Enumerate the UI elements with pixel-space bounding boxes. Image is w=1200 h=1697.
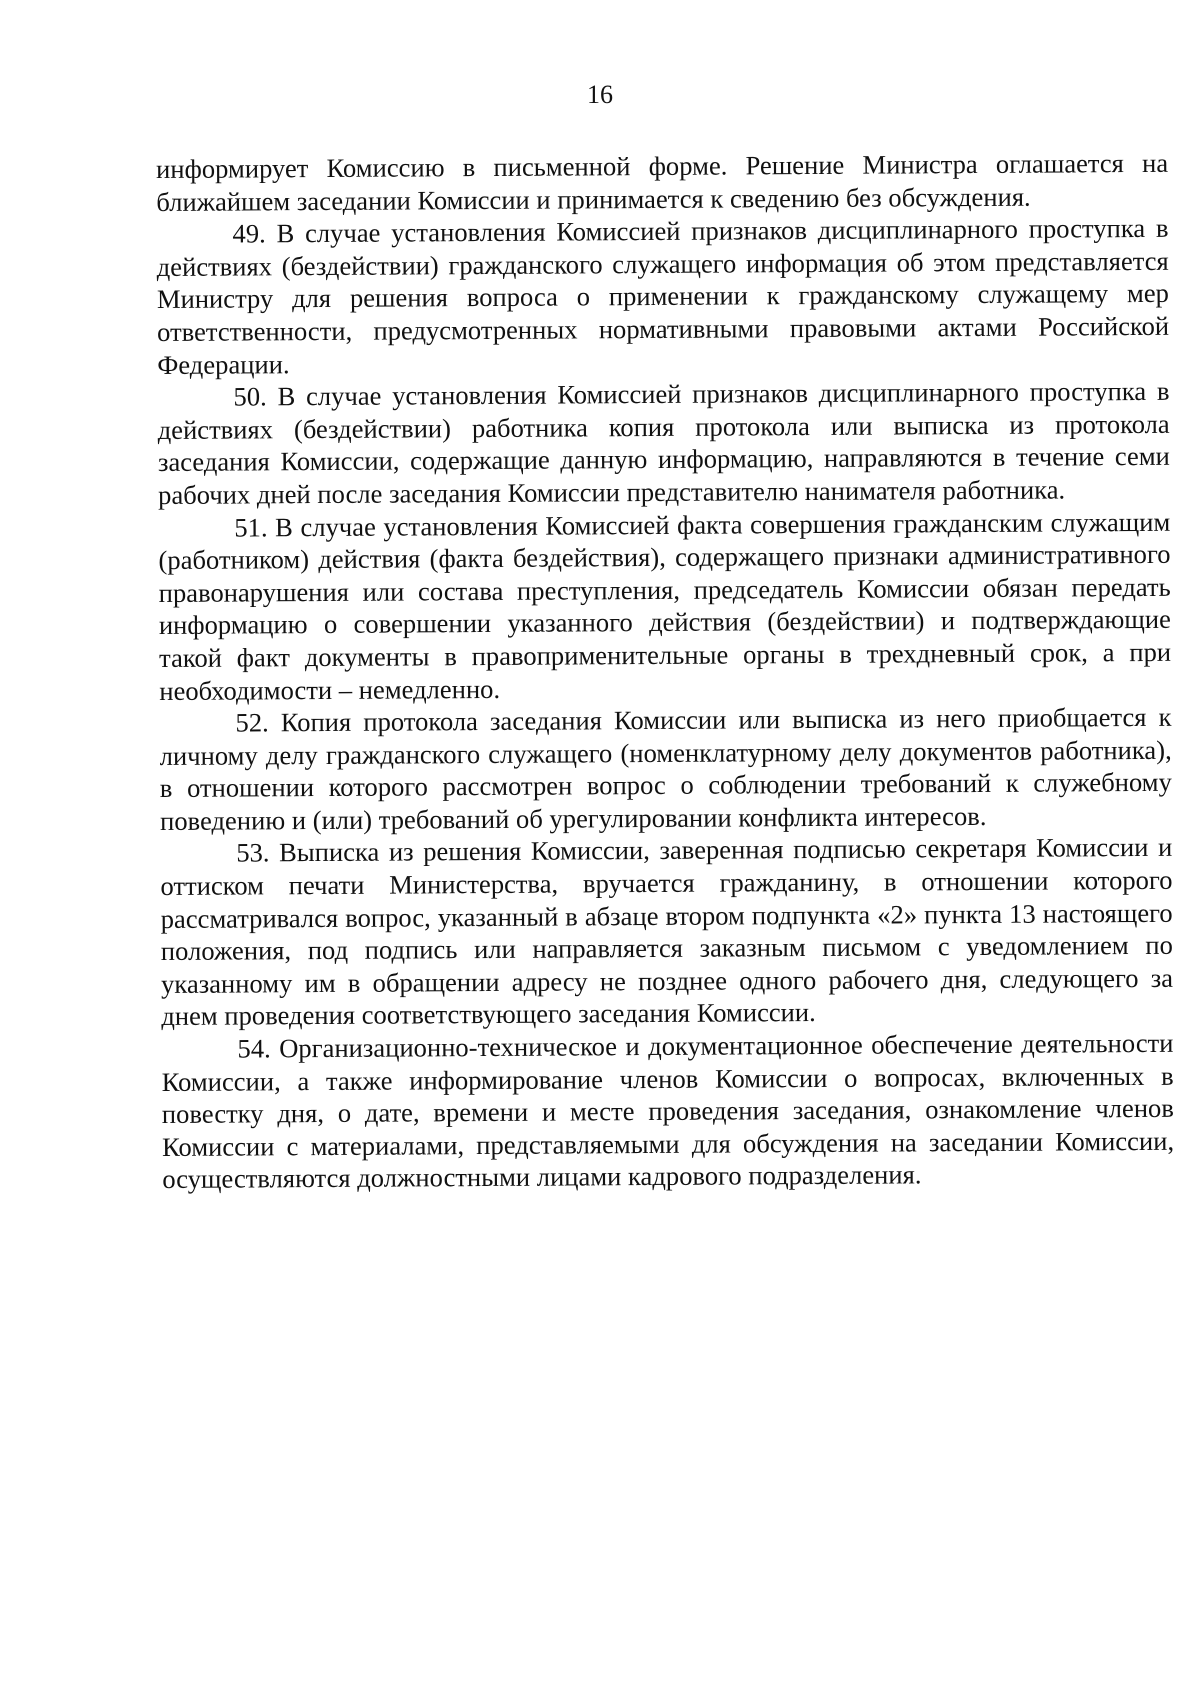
document-body xyxy=(156,147,1174,1196)
page-number: 16 xyxy=(587,80,613,109)
paragraph-54: 54. Организационно-техническое и документационное обеспечение деятельности Комиссии, а также информирование членов Комиссии о вопросах, включенных в повестку дня, о дате, времени и месте проведения заседания, ознакомление членов Комиссии с материалами, представляемыми для обсуждения на заседании Комиссии, осуществляются должностными лицами кадрового подразделения. xyxy=(161,1027,1175,1195)
paragraph-52: 52. Копия протокола заседания Комиссии или выписка из него приобщается к личному делу гражданского служащего (номенклатурному делу документов работника), в отношении которого рассмотрен вопрос о соблюдении требований к служебному поведению и (или) требований об урегулировании конфликта интересов. xyxy=(159,701,1172,836)
paragraph-51: 51. В случае установления Комиссией факта совершения гражданским служащим (работником) действия (факта бездействия), содержащего признаки административного правонарушения или состава преступления, председатель Комиссии обязан передать информацию о совершении указанного действия (бездействии) и подтверждающие такой факт документы в правоприменительные органы в трехдневный срок, а при необходимости – немедленно. xyxy=(158,506,1172,706)
paragraph-53: 53. Выписка из решения Комиссии, заверенная подписью секретаря Комиссии и оттиском печати Министерства, вручается гражданину, в отношении которого рассматривался вопрос, указанный в абзаце втором подпункта «2» пункта 13 настоящего положения, под подпись или направляется заказным письмом с уведомлением по указанному им в обращении адресу не позднее одного рабочего дня, следующего за днем проведения соответствующего заседания Комиссии. xyxy=(160,832,1174,1032)
paragraph-49: 49. В случае установления Комиссией признаков дисциплинарного проступка в действиях (бездействии) гражданского служащего информация об этом представляется Министру для решения вопроса о применении к гражданскому служащему мер ответственности, предусмотренных нормативными правовыми актами Российской Федерации. xyxy=(156,213,1170,380)
paragraph-50: 50. В случае установления Комиссией признаков дисциплинарного проступка в действиях (бездействии) работника копия протокола или выписка из протокола заседания Комиссии, содержащие данную информацию, направляются в течение семи рабочих дней после заседания Комиссии представителю нанимателя работника. xyxy=(157,375,1170,510)
paragraph-continuation: информирует Комиссию в письменной форме. Решение Министра оглашается на ближайшем заседании Комиссии и принимается к сведению без обсуждения. xyxy=(156,147,1169,217)
